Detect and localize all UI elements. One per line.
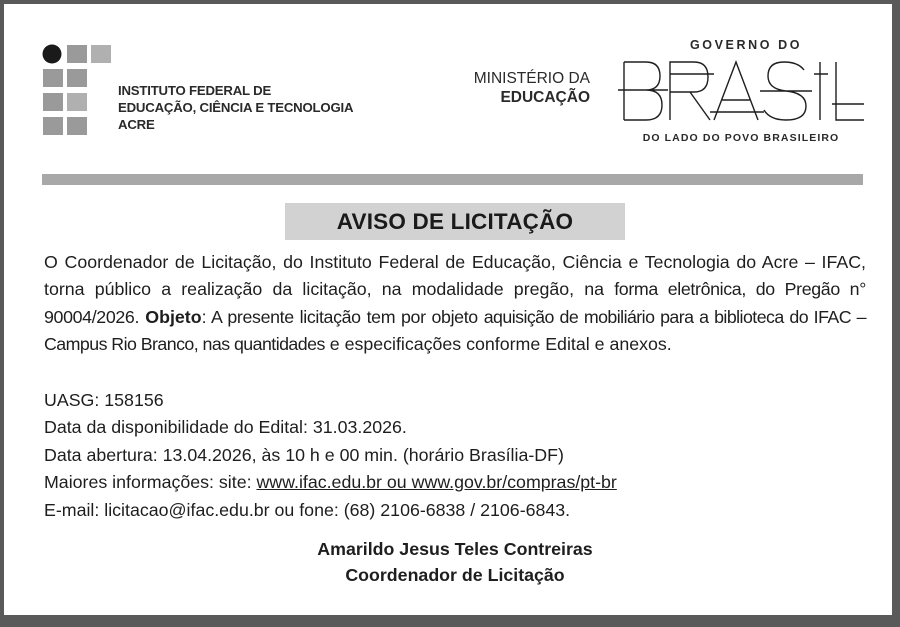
institute-line-1: INSTITUTO FEDERAL DE — [118, 83, 272, 98]
info-prefix: Maiores informações: site: — [44, 472, 257, 493]
opening-line: Data abertura: 13.04.2026, às 10 h e 00 min. (horário Brasília-DF) — [44, 444, 564, 465]
ministry-line-1: MINISTÉRIO DA — [473, 70, 590, 87]
ifac-logo-icon — [42, 44, 114, 136]
paragraph-part-1: O Coordenador de Licitação, do Instituto Federal de Educação, Ciência e Tecnologia do Acre – IFAC, torna público a realização da licitação, na modalidade pregão, na — [44, 252, 866, 300]
brasil-wordmark-logo — [618, 60, 864, 122]
info-link[interactable]: www.ifac.edu.br ou www.gov.br/compras/pt-br — [256, 472, 617, 493]
institute-line-3: ACRE — [118, 117, 155, 132]
ministry-name — [444, 69, 590, 107]
paragraph-part-2: forma eletrônica, do Pregão n° 90004/2026. — [44, 279, 866, 327]
availability-line: Data da disponibilidade do Edital: 31.03.2026. — [44, 417, 407, 438]
signatory-name: Amarildo Jesus Teles Contreiras — [317, 539, 593, 559]
object-label: Objeto — [145, 306, 202, 327]
notice-details — [44, 387, 866, 524]
uasg-line: UASG: 158156 — [44, 390, 164, 410]
notice-paragraph — [44, 249, 866, 358]
ministry-line-2: EDUCAÇÃO — [500, 89, 590, 106]
notice-page — [4, 4, 892, 615]
government-slogan: DO LADO DO POVO BRASILEIRO — [642, 132, 840, 144]
paragraph-part-4: aquisição de mobiliário para a biblioteca do IFAC – Campus Rio Branco, nas quantidades — [44, 306, 866, 354]
government-label: GOVERNO DO — [689, 38, 803, 52]
signature-block — [44, 536, 866, 588]
header-divider — [42, 174, 863, 185]
notice-title: AVISO DE LICITAÇÃO — [285, 203, 625, 240]
contact-line: E-mail: licitacao@ifac.edu.br ou fone: (68) 2106-6838 / 2106-6843. — [44, 499, 571, 520]
paragraph-part-3: : A presente licitação tem por objeto — [201, 306, 484, 327]
info-line — [44, 469, 866, 496]
institute-name — [118, 82, 353, 133]
paragraph-part-5: e especificações conforme Edital e anexos. — [324, 333, 672, 354]
institute-line-2: EDUCAÇÃO, CIÊNCIA E TECNOLOGIA — [118, 100, 354, 115]
signatory-role: Coordenador de Licitação — [345, 565, 565, 585]
